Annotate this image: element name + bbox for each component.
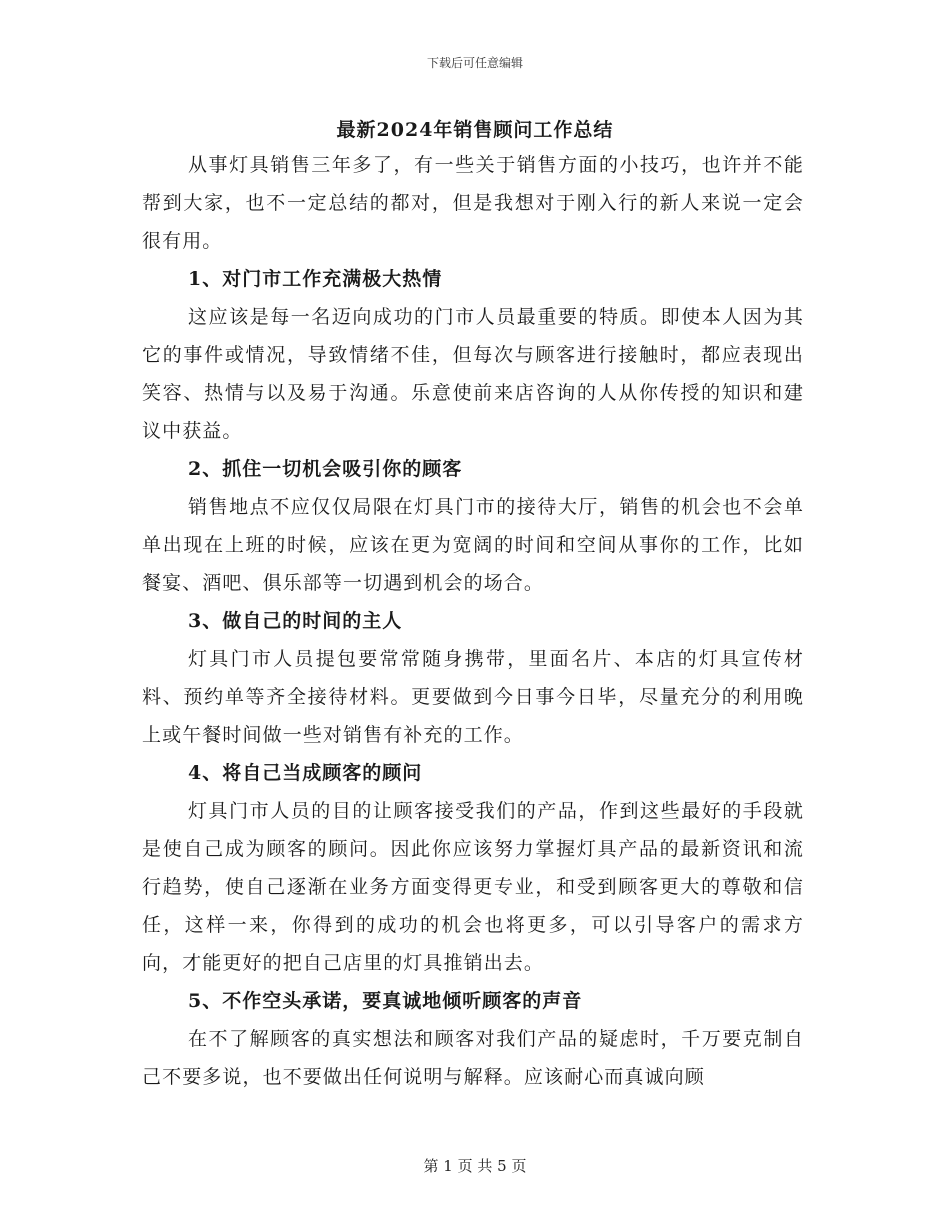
document-body [142,146,804,1096]
intro-paragraph: 从事灯具销售三年多了，有一些关于销售方面的小技巧，也许并不能帮到大家，也不一定总结的都对，但是我想对于刚入行的新人来说一定会很有用。 [142,154,804,252]
section-4-paragraph: 灯具门市人员的目的让顾客接受我们的产品，作到这些最好的手段就是使自己成为顾客的顾问。因此你应该努力掌握灯具产品的最新资讯和流行趋势，使自己逐渐在业务方面变得更专业，和受到顾客更大的尊敬和信任，这样一来，你得到的成功的机会也将更多，可以引导客户的需求方向，才能更好的把自己店里的灯具推销出去。 [142,800,804,974]
section-5-heading: 5、不作空头承诺，要真诚地倾听顾客的声音 [188,990,583,1012]
section-1-paragraph: 这应该是每一名迈向成功的门市人员最重要的特质。即使本人因为其它的事件或情况，导致情绪不佳，但每次与顾客进行接触时，都应表现出笑容、热情与以及易于沟通。乐意使前来店咨询的人从你传授的知识和建议中获益。 [142,306,804,442]
section-2-heading: 2、抓住一切机会吸引你的顾客 [188,458,463,480]
section-3-heading: 3、做自己的时间的主人 [188,610,403,632]
document-title: 最新2024年销售顾问工作总结 [336,119,614,141]
section-4-heading: 4、将自己当成顾客的顾问 [188,762,423,784]
section-2-paragraph: 销售地点不应仅仅局限在灯具门市的接待大厅，销售的机会也不会单单出现在上班的时候，应该在更为宽阔的时间和空间从事你的工作，比如餐宴、酒吧、俱乐部等一切遇到机会的场合。 [142,496,804,594]
section-5-paragraph: 在不了解顾客的真实想法和顾客对我们产品的疑虑时，千万要克制自己不要多说，也不要做出任何说明与解释。应该耐心而真诚向顾 [142,1028,804,1088]
page-footer: 第 1 页 共 5 页 [423,1157,527,1175]
section-3-paragraph: 灯具门市人员提包要常常随身携带，里面名片、本店的灯具宣传材料、预约单等齐全接待材料。更要做到今日事今日毕，尽量充分的利用晚上或午餐时间做一些对销售有补充的工作。 [142,648,804,746]
section-1-heading: 1、对门市工作充满极大热情 [188,268,443,290]
header-note: 下载后可任意编辑 [426,56,523,70]
